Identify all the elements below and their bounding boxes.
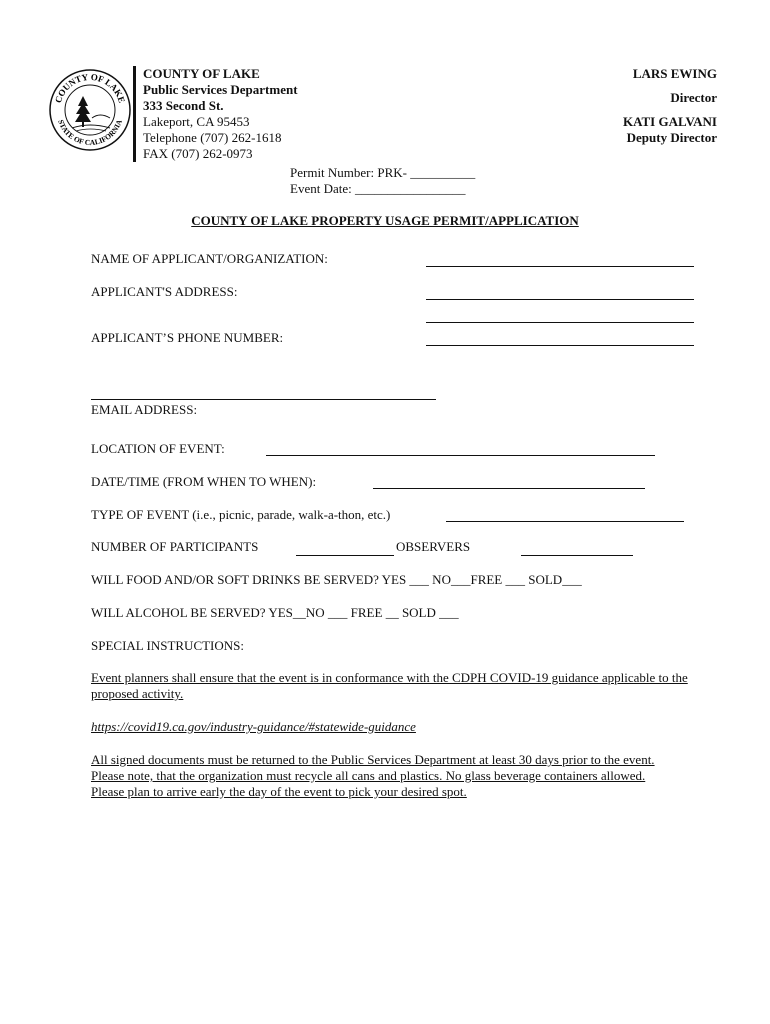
name-field[interactable] [426,266,694,267]
covid-guidance-link[interactable]: https://covid19.ca.gov/industry-guidance/#statewide-guidance [91,719,416,734]
seal-text-bottom: STATE OF CALIFORNIA [56,118,124,148]
form-title: COUNTY OF LAKE PROPERTY USAGE PERMIT/APPLICATION [191,213,579,228]
permit-number[interactable]: Permit Number: PRK- __________ [290,165,476,180]
svg-text:COUNTY OF LAKE [53,72,127,104]
alcohol-question[interactable]: WILL ALCOHOL BE SERVED? YES__NO ___ FREE __ SOLD ___ [91,605,459,620]
street-address: 333 Second St. [143,98,224,113]
event-type-label: TYPE OF EVENT (i.e., picnic, parade, walk-a-thon, etc.) [91,507,391,522]
deputy-name: KATI GALVANI [622,114,717,129]
address-field-line1[interactable] [426,299,694,300]
seal-text-top: COUNTY OF LAKE [52,71,128,105]
return-instructions-note: All signed documents must be returned to the Public Services Department at least 30 days prior to the event. Please note, that the organization must recycle all cans and plastics. No glass beverage containers allowed. Please plan to arrive early the day of the event to pick your desired spot. [91,752,655,799]
county-seal-logo [48,68,132,152]
department-name: Public Services Department [143,82,298,97]
fax: FAX (707) 262-0973 [143,146,253,161]
participants-label: NUMBER OF PARTICIPANTS [91,539,259,554]
email-label: EMAIL ADDRESS: [91,402,198,417]
location-field[interactable] [266,455,655,456]
phone-label: APPLICANT’S PHONE NUMBER: [91,330,284,345]
address-label: APPLICANT'S ADDRESS: [91,284,238,299]
director-name: LARS EWING [632,66,717,81]
location-label: LOCATION OF EVENT: [91,441,225,456]
phone-field[interactable] [426,345,694,346]
event-type-field[interactable] [446,521,684,522]
covid-guidance-note: Event planners shall ensure that the event is in conformance with the CDPH COVID-19 guidance applicable to the proposed activity. [91,670,688,701]
event-date[interactable]: Event Date: _________________ [290,181,466,196]
city-address: Lakeport, CA 95453 [143,114,250,129]
header-divider [133,66,136,162]
name-label: NAME OF APPLICANT/ORGANIZATION: [91,251,328,266]
director-title: Director [670,90,717,105]
participants-field[interactable] [296,555,394,556]
org-name: COUNTY OF LAKE [143,66,260,81]
deputy-title: Deputy Director [626,130,717,145]
observers-field[interactable] [521,555,633,556]
datetime-field[interactable] [373,488,645,489]
email-field[interactable] [91,399,436,400]
observers-label: OBSERVERS [396,539,471,554]
telephone: Telephone (707) 262-1618 [143,130,282,145]
datetime-label: DATE/TIME (FROM WHEN TO WHEN): [91,474,317,489]
address-field-line2[interactable] [426,322,694,323]
food-question[interactable]: WILL FOOD AND/OR SOFT DRINKS BE SERVED? YES ___ NO___FREE ___ SOLD___ [91,572,582,587]
special-instructions-label: SPECIAL INSTRUCTIONS: [91,638,245,653]
